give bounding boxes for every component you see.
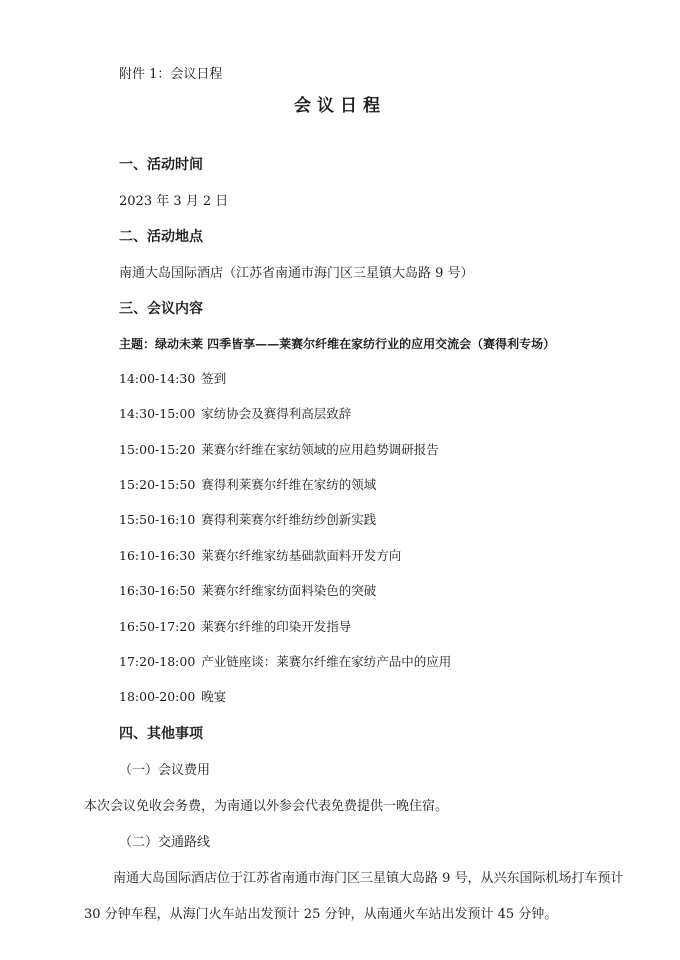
- agenda-item-time: 14:30-15:00: [119, 406, 196, 421]
- agenda-item: [119, 691, 226, 704]
- route-text-line-2: 30 分钟车程，从海门火车站出发预计 25 分钟，从南通火车站出发预计 45 分钟。: [84, 907, 558, 922]
- agenda-item: [119, 479, 376, 492]
- fee-text: 本次会议免收会务费，为南通以外参会代表免费提供一晚住宿。: [84, 799, 449, 814]
- agenda-item: [119, 656, 451, 669]
- agenda-item-text: 赛得利莱赛尔纤维在家纺的领域: [201, 477, 377, 492]
- agenda-item-text: 莱赛尔纤维在家纺领域的应用趋势调研报告: [201, 442, 439, 457]
- agenda-item: [119, 585, 376, 598]
- agenda-item: [119, 514, 376, 527]
- agenda-item-time: 15:00-15:20: [119, 442, 196, 457]
- agenda-item-time: 17:20-18:00: [119, 654, 196, 669]
- route-text-line-1: 南通大岛国际酒店位于江苏省南通市海门区三星镇大岛路 9 号，从兴东国际机场打车预计: [113, 871, 624, 886]
- agenda-item-time: 16:30-16:50: [119, 583, 196, 598]
- agenda-item: [119, 444, 439, 457]
- page-title: 会议日程: [294, 96, 386, 116]
- agenda-item-time: 16:10-16:30: [119, 548, 196, 563]
- agenda-item-time: 15:20-15:50: [119, 477, 196, 492]
- agenda-item: [119, 373, 226, 386]
- section-heading-location: 二、活动地点: [119, 229, 203, 245]
- fee-heading: （一）会议费用: [119, 763, 211, 778]
- agenda-item-time: 16:50-17:20: [119, 619, 196, 634]
- agenda-item: [119, 408, 351, 421]
- agenda-item-time: 15:50-16:10: [119, 512, 196, 527]
- agenda-theme: 主题：绿动未莱 四季皆享——莱赛尔纤维在家纺行业的应用交流会（赛得利专场）: [119, 337, 556, 351]
- attachment-label: 附件 1：会议日程: [119, 67, 223, 82]
- agenda-item: [119, 621, 351, 634]
- section-heading-other: 四、其他事项: [119, 726, 203, 742]
- agenda-item-text: 莱赛尔纤维家纺基础款面料开发方向: [201, 548, 402, 563]
- agenda-item-text: 签到: [201, 371, 227, 386]
- agenda-item-text: 莱赛尔纤维家纺面料染色的突破: [201, 583, 377, 598]
- route-heading: （二）交通路线: [119, 835, 211, 850]
- event-location: 南通大岛国际酒店（江苏省南通市海门区三星镇大岛路 9 号）: [119, 266, 474, 281]
- agenda-item-text: 家纺协会及赛得利高层致辞: [201, 406, 352, 421]
- agenda-item: [119, 550, 401, 563]
- agenda-item-text: 莱赛尔纤维的印染开发指导: [201, 619, 352, 634]
- agenda-item-text: 晚宴: [201, 689, 227, 704]
- section-heading-agenda: 三、会议内容: [119, 301, 203, 317]
- section-heading-time: 一、活动时间: [119, 157, 203, 173]
- agenda-item-text: 产业链座谈：莱赛尔纤维在家纺产品中的应用: [201, 654, 452, 669]
- agenda-item-text: 赛得利莱赛尔纤维纺纱创新实践: [201, 512, 377, 527]
- agenda-item-time: 14:00-14:30: [119, 371, 196, 386]
- agenda-item-time: 18:00-20:00: [119, 689, 196, 704]
- event-date: 2023 年 3 月 2 日: [119, 194, 229, 209]
